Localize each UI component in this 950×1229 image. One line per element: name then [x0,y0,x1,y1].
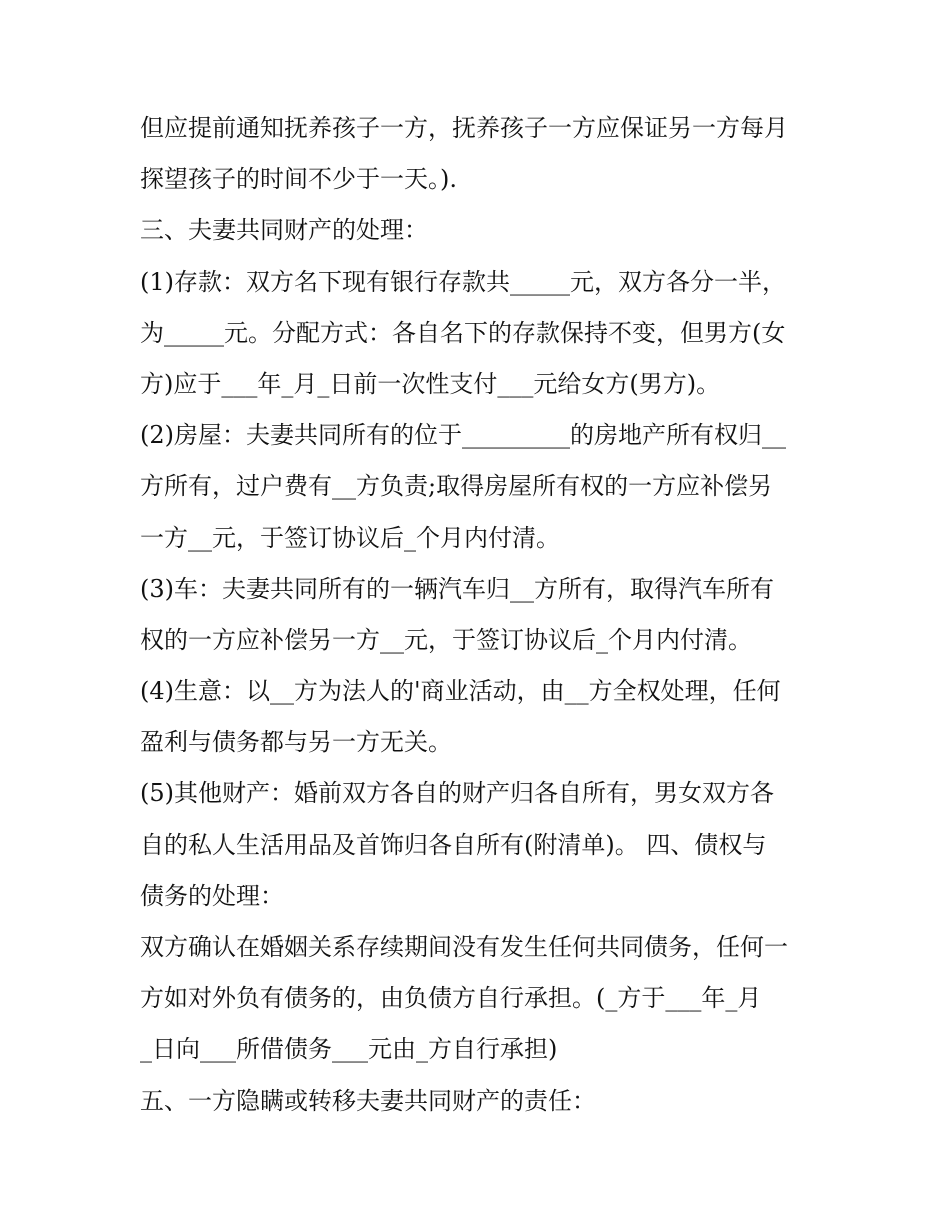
text-line: 但应提前通知抚养孩子一方，抚养孩子一方应保证另一方每月 [140,114,788,142]
text-line: 双方确认在婚姻关系存续期间没有发生任何共同债务，任何一 [140,933,788,961]
text-line: 一方__元，于签订协议后_个月内付清。 [140,523,560,552]
text-line: 权的一方应补偿另一方__元，于签订协议后_个月内付清。 [140,625,752,654]
text-line: (5)其他财产：婚前双方各自的财产归各自所有，男女双方各 [140,779,774,808]
text-line: 方如对外负有债务的，由负债方自行承担。(_方于___年_月 [140,984,762,1013]
section-heading: 五、一方隐瞒或转移夫妻共同财产的责任： [140,1086,596,1115]
text-line: 方)应于___年_月_日前一次性支付___元给女方(男方)。 [140,369,721,398]
text-line: (2)房屋：夫妻共同所有的位于_________的房地产所有权归__ [140,421,786,450]
section-heading: 三、夫妻共同财产的处理： [140,216,428,245]
text-line: (1)存款：双方名下现有银行存款共_____元，双方各分一半， [140,267,786,296]
text-line: 方所有，过户费有__方负责;取得房屋所有权的一方应补偿另 [140,472,773,501]
text-line: 为_____元。分配方式：各自名下的存款保持不变，但男方(女 [140,318,786,347]
text-line: _日向___所借债务___元由_方自行承担) [140,1035,558,1064]
text-line: (3)车：夫妻共同所有的一辆汽车归__方所有，取得汽车所有 [140,574,774,603]
text-line: 自的私人生活用品及首饰归各自所有(附清单)。 四、债权与 [140,830,767,859]
text-line: 盈利与债务都与另一方无关。 [140,728,452,757]
text-line: 探望孩子的时间不少于一天。). [140,165,457,194]
document-body [140,103,840,1127]
text-line: 债务的处理： [140,881,284,910]
text-line: (4)生意：以__方为法人的'商业活动，由__方全权处理，任何 [140,677,781,706]
